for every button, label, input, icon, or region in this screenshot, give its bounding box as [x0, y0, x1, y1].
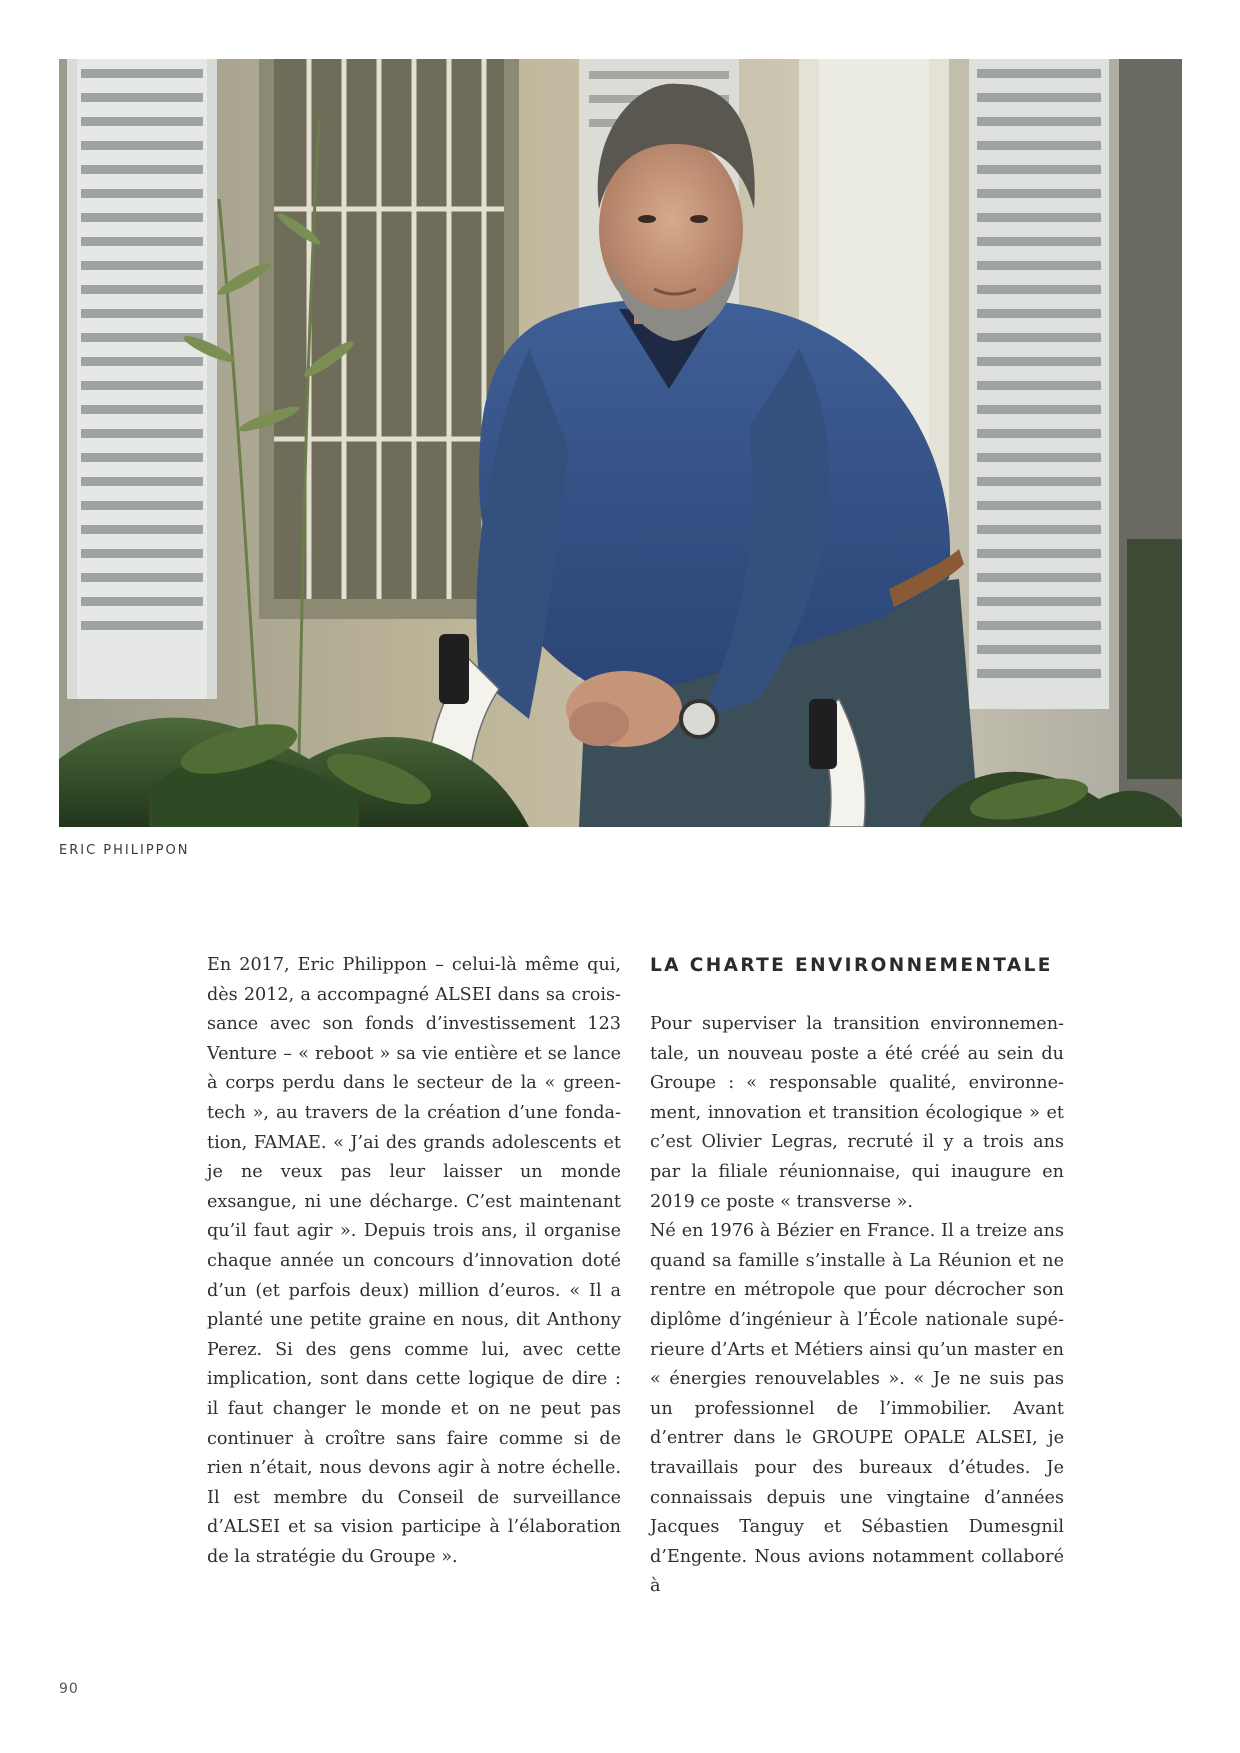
portrait-illustration: [59, 59, 1182, 827]
photo-caption: ERIC PHILIPPON: [59, 843, 190, 858]
right-shutter: [969, 59, 1109, 709]
body-paragraph: En 2017, Eric Philippon – celui-là même qui, dès 2012, a accompagné ALSEI dans sa croissance avec son fonds d’investissement 123 Venture – « reboot » sa vie entière et se lance à corps perdu dans le secteur de la « greentech », au travers de la création d’une fondation, FAMAE. « J’ai des grands adolescents et je ne veux pas leur laisser un monde exsangue, ni une décharge. C’est maintenant qu’il faut agir ». Depuis trois ans, il organise chaque année un concours d’innovation doté d’un (et parfois deux) million d’euros. « Il a planté une petite graine en nous, dit Anthony Perez. Si des gens comme lui, avec cette implication, sont dans cette logique de dire : il faut changer le monde et on ne peut pas continuer à croître sans faire comme si de rien n’était, nous devons agir à notre échelle. Il est membre du Conseil de surveillance d’ALSEI et sa vision participe à l’élaboration de la stratégie du Groupe ».: [207, 955, 621, 1567]
left-shutter: [67, 59, 217, 699]
barred-window: [259, 59, 519, 619]
portrait-photo: [59, 59, 1182, 827]
section-heading: LA CHARTE ENVIRONNEMENTALE: [650, 955, 1053, 976]
body-paragraph: Né en 1976 à Bézier en France. Il a treize ans quand sa famille s’installe à La Réunion et ne rentre en métropole que pour décrocher son diplôme d’ingénieur à l’École nationale supérieure d’Arts et Métiers ainsi qu’un master en « énergies renouvelables ». « Je ne suis pas un professionnel de l’immobilier. Avant d’entrer dans le GROUPE OPALE ALSEI, je travaillais pour des bureaux d’études. Je connaissais depuis une vingtaine d’années Jacques Tanguy et Sébastien Dumesgnil d’Engente. Nous avions notamment collaboré à: [650, 1221, 1064, 1597]
right-column: [650, 951, 1064, 1602]
left-column: [207, 951, 621, 1572]
page-number: 90: [59, 1681, 79, 1697]
body-paragraph: Pour superviser la transition environnementale, un nouveau poste a été créé au sein du Groupe : « responsable qualité, environnement, innovation et transition écologique » et c’est Olivier Legras, recruté il y a trois ans par la filiale réunionnaise, qui inaugure en 2019 ce poste « transverse ».: [650, 1014, 1064, 1212]
